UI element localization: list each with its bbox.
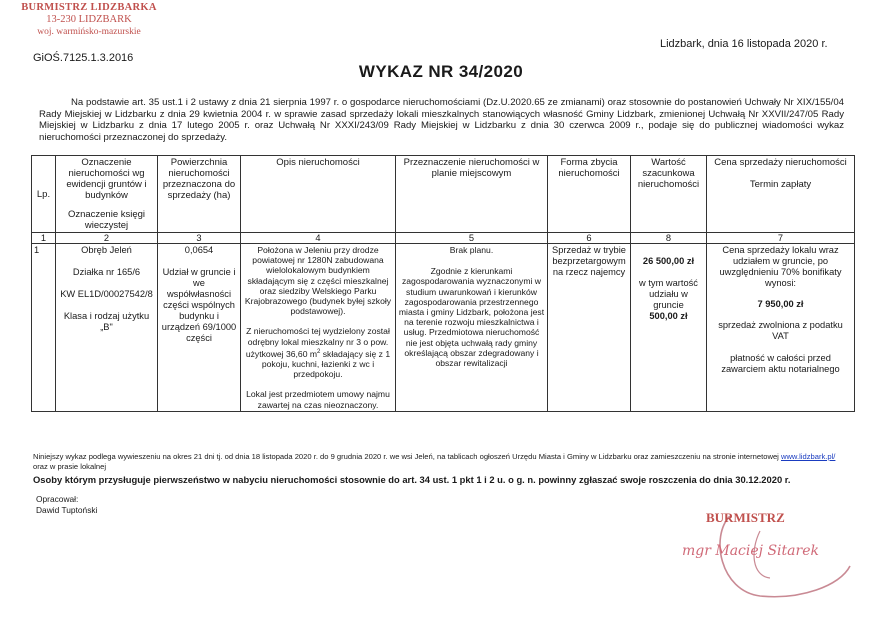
price-text: Cena sprzedaży lokalu wraz udziałem w gruncie, po uwzględnieniu 70% bonifikaty wynosi: bbox=[719, 245, 842, 288]
payment-terms: płatność w całości przed zawarciem aktu notarialnego bbox=[721, 353, 840, 374]
header-col-2 bbox=[56, 156, 158, 233]
column-number: 3 bbox=[158, 233, 241, 244]
office-stamp bbox=[14, 2, 164, 38]
cell-valuation bbox=[631, 244, 707, 412]
preference-notice: Osoby którym przysługuje pierwszeństwo w nabyciu nieruchomości stosownie do art. 34 ust. 1 pkt 1 i 2 u. o g. n. powinny zgłaszać swoje roszczenia do dnia 30.12.2020 r. bbox=[33, 474, 791, 485]
row-lp: 1 bbox=[32, 244, 56, 412]
dzialka: Działka nr 165/6 bbox=[72, 267, 141, 277]
intro-paragraph: Na podstawie art. 35 ust.1 i 2 ustawy z dnia 21 sierpnia 1997 r. o gospodarce nieruchomościami (Dz.U.2020.65 ze zmianami) oraz stosownie do postanowień Uchwały Nr XIX/155/04 Rady Miejskiej w Lidzbarku z dnia 29 kwietnia 2004 r. w sprawie zasad sprzedaży lokali mieszkalnych stanowiących własność Gminy Lidzbark, zmienionej Uchwałą Nr XXVII/247/05 Rady Miejskiej w Lidzbarku z dnia 17 lutego 2005 r. oraz Uchwałą Nr XXXI/243/09 Rady Miejskiej w Lidzbarku z dnia 30 czerwca 2009 r., podaje się do publicznej wiadomości wykaz nieruchomości przeznaczonej do sprzedaży. bbox=[39, 97, 844, 143]
header-col-5: Przeznaczenie nieruchomości w planie miejscowym bbox=[396, 156, 548, 233]
zoning-1: Brak planu. bbox=[449, 245, 494, 255]
header-col-8: Wartość szacunkowa nieruchomości bbox=[631, 156, 707, 233]
table-header-row bbox=[32, 156, 855, 233]
description-3: Lokal jest przedmiotem umowy najmu zawartej na czas nieoznaczony. bbox=[246, 389, 390, 410]
cell-zoning bbox=[396, 244, 548, 412]
header-col-7 bbox=[707, 156, 855, 233]
cell-area bbox=[158, 244, 241, 412]
description-2a: Z nieruchomości tej wydzielony został odrębny lokal mieszkalny nr 3 o pow. użytkowej 36,60 m bbox=[245, 326, 390, 359]
prepared-by bbox=[36, 494, 97, 515]
header-col-7-term: Termin zapłaty bbox=[749, 179, 812, 190]
header-col-7-price: Cena sprzedaży nieruchomości bbox=[714, 157, 847, 168]
valuation-value: 26 500,00 zł bbox=[642, 256, 695, 266]
valuation-share-value: 500,00 zł bbox=[649, 311, 688, 321]
header-col-3: Powierzchnia nieruchomości przeznaczona do sprzedaży (ha) bbox=[158, 156, 241, 233]
posting-note bbox=[33, 452, 848, 472]
area-value: 0,0654 bbox=[184, 245, 214, 255]
property-table bbox=[31, 155, 855, 412]
prepared-name: Dawid Tuptoński bbox=[36, 504, 98, 515]
share-text: Udział w gruncie i we współwłasności części wspólnych budynku i urządzeń 69/1000 części bbox=[161, 267, 237, 343]
note-text-1: Niniejszy wykaz podlega wywieszeniu na okres 21 dni tj. od dnia 18 listopada 2020 r. do 9 grudnia 2020 r. we wsi Jeleń, na tablicach ogłoszeń Urzędu Miasta i Gminy w Lidzbarku oraz zamieszczeniu na stronie internetowej bbox=[33, 452, 781, 461]
area-unit-exponent: 2 bbox=[317, 348, 321, 355]
kw-number: KW EL1D/00027542/8 bbox=[60, 289, 153, 299]
stamp-line-1: BURMISTRZ LIDZBARKA bbox=[21, 2, 157, 13]
header-col-6: Forma zbycia nieruchomości bbox=[548, 156, 631, 233]
stamp-line-3: woj. warmińsko-mazurskie bbox=[37, 27, 141, 37]
column-number: 5 bbox=[396, 233, 548, 244]
vat-note: sprzedaż zwolniona z podatku VAT bbox=[718, 320, 843, 341]
header-col-2-main: Oznaczenie nieruchomości wg ewidencji gruntów i budynków bbox=[66, 157, 147, 201]
table-row bbox=[32, 244, 855, 412]
cell-land-registry bbox=[56, 244, 158, 412]
date-line: Lidzbark, dnia 16 listopada 2020 r. bbox=[660, 38, 828, 50]
obreb: Obręb Jeleń bbox=[81, 245, 132, 255]
header-lp: Lp. bbox=[32, 156, 56, 233]
column-number: 4 bbox=[241, 233, 396, 244]
land-class: Klasa i rodzaj użytku „B" bbox=[63, 311, 150, 332]
document-title: WYKAZ NR 34/2020 bbox=[358, 62, 524, 81]
cell-description bbox=[241, 244, 396, 412]
column-number: 8 bbox=[631, 233, 707, 244]
website-link[interactable]: www.lidzbark.pl/ bbox=[780, 452, 836, 461]
column-number: 6 bbox=[548, 233, 631, 244]
note-text-2: oraz w prasie lokalnej bbox=[33, 461, 107, 471]
description-2b: składający się z 1 pokoju, kuchni, łazienki z wc i przedpokoju. bbox=[261, 348, 391, 380]
column-number-row bbox=[32, 233, 855, 244]
header-col-4: Opis nieruchomości bbox=[241, 156, 396, 233]
prepared-label: Opracował: bbox=[36, 494, 79, 504]
signature-role: BURMISTRZ bbox=[706, 510, 785, 525]
signature-name: mgr Maciej Sitarek bbox=[682, 543, 819, 559]
stamp-line-2: 13-230 LIDZBARK bbox=[46, 14, 132, 25]
price-value: 7 950,00 zł bbox=[757, 299, 804, 309]
column-number: 2 bbox=[56, 233, 158, 244]
cell-price bbox=[707, 244, 855, 412]
zoning-2: Zgodnie z kierunkami zagospodarowania wyznaczonymi w studium uwarunkowań i kierunków zagospodarowania przestrzennego miasta i gminy Lidzbark, położona jest na terenie rozwoju mieszkalnictwa i usług. Przedmiotowa nieruchomość nie jest objęta uchwałą rady gminy określającą obszar zdegradowany i obszar rewitalizacji bbox=[398, 266, 545, 369]
header-col-2-kw: Oznaczenie księgi wieczystej bbox=[67, 209, 146, 231]
column-number: 7 bbox=[707, 233, 855, 244]
description-1: Położona w Jeleniu przy drodze powiatowej nr 1280N zabudowana wielolokalowym budynkiem składającym się z części mieszkalnej oraz siedziby Welskiego Parku Krajobrazowego (budynek byłej szkoły podstawowej). bbox=[244, 245, 392, 317]
valuation-share-label: w tym wartość udziału w gruncie bbox=[639, 278, 698, 310]
reference-number: GiOŚ.7125.1.3.2016 bbox=[33, 52, 134, 64]
cell-sale-form: Sprzedaż w trybie bezprzetargowym na rzecz najemcy bbox=[548, 244, 631, 412]
column-number: 1 bbox=[32, 233, 56, 244]
description-2 bbox=[243, 326, 393, 379]
